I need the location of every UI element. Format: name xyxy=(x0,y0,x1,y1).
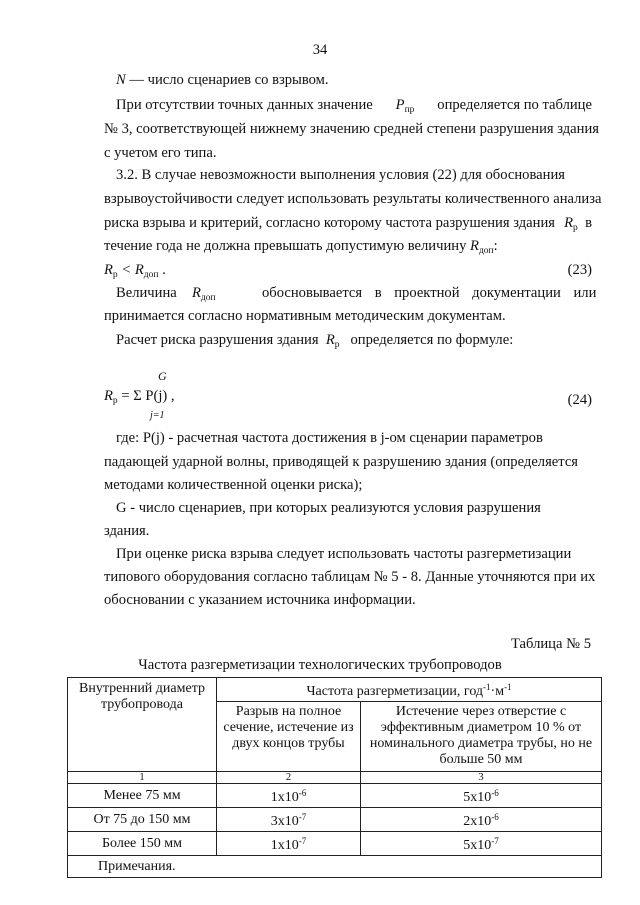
eq23-operator: < xyxy=(117,262,135,278)
row-full-rupture-value xyxy=(217,832,361,856)
value-exponent: -6 xyxy=(491,788,499,798)
eq24-r-sub: р xyxy=(112,396,118,406)
value-mantissa: 1x10 xyxy=(270,790,299,805)
row-hole-leak-value xyxy=(361,784,602,808)
value-exponent: -7 xyxy=(298,812,307,822)
p2-r-sub: р xyxy=(573,223,578,233)
p3-text-b: обосновывается в проектной документации или xyxy=(262,285,597,301)
header-frequency-sup1: -1 xyxy=(483,682,491,692)
value-mantissa: 2x10 xyxy=(463,814,492,829)
value-exponent: -7 xyxy=(298,836,307,846)
eq23-rdop-sub: доп xyxy=(143,270,159,280)
p1-text-b: определяется по таблице xyxy=(437,97,592,113)
value-exponent: -7 xyxy=(491,836,499,846)
value-mantissa: 5x10 xyxy=(463,838,492,853)
p1-line2: № 3, соответствующей нижнему значению средней степени разрушения здания xyxy=(104,121,599,137)
header-hole-leak: Истечение через отверстие с эффективным диаметром 10 % от номинального диаметра трубы, но не больше 50 мм xyxy=(361,702,602,772)
p7-line3: обосновании с указанием источника информации. xyxy=(104,592,416,608)
p3-rdop-sub: доп xyxy=(200,293,216,303)
row-full-rupture-value xyxy=(217,808,361,832)
p5-line2: падающей ударной волны, приводящей к разрушению здания (определяется xyxy=(104,454,579,470)
n-definition xyxy=(116,72,329,89)
value-exponent: -6 xyxy=(298,788,307,798)
n-definition-text: — число сценариев со взрывом. xyxy=(129,72,329,88)
eq24-lower-limit: j=1 xyxy=(150,410,165,421)
p2-line3-tail: в xyxy=(585,215,592,231)
table-row xyxy=(68,808,602,832)
eq24-body: = Σ P(j) , xyxy=(117,388,175,404)
p2-r-symbol xyxy=(564,215,592,233)
row-hole-leak-value xyxy=(361,808,602,832)
p2-line1: 3.2. В случае невозможности выполнения условия (22) для обоснования xyxy=(116,167,565,183)
table-row xyxy=(68,832,602,856)
equation-24-number: (24) xyxy=(567,392,592,408)
p1-p-sub: пр xyxy=(404,105,415,115)
n-variable: N xyxy=(116,72,126,88)
table-notes: Примечания. xyxy=(68,856,602,878)
equation-23 xyxy=(104,262,166,280)
p2-r-var: R xyxy=(564,215,574,231)
p7-line1: При оценке риска взрыва следует использовать частоты разгерметизации xyxy=(116,546,572,562)
row-full-rupture-value xyxy=(217,784,361,808)
eq23-r-sub: р xyxy=(112,270,118,280)
p2-line4-text: течение года не должна превышать допустимую величину xyxy=(104,238,467,254)
eq23-r-var: R xyxy=(104,262,113,278)
p4-line xyxy=(116,332,513,350)
p4-r-var: R xyxy=(325,332,335,348)
p2-line2: взрывоустойчивости следует использовать результаты количественного анализа xyxy=(104,191,602,207)
value-exponent: -6 xyxy=(491,812,499,822)
p1-text-a: При отсутствии точных данных значение xyxy=(116,97,373,113)
p5-line3: методами количественной оценки риска); xyxy=(104,477,363,493)
column-number-3: 3 xyxy=(361,772,602,784)
eq23-rdop-var: R xyxy=(134,262,144,278)
p3-rdop-symbol xyxy=(192,285,216,303)
p4-r-sub: р xyxy=(334,340,340,350)
p6-line1: G - число сценариев, при которых реализуются условия разрушения xyxy=(116,500,541,516)
equation-24 xyxy=(104,388,175,406)
p7-line2: типового оборудования согласно таблицам № 5 - 8. Данные уточняются при их xyxy=(104,569,596,585)
eq23-tail: . xyxy=(158,262,166,278)
row-diameter: Более 150 мм xyxy=(68,832,217,856)
equation-23-number: (23) xyxy=(567,262,592,278)
row-hole-leak-value xyxy=(361,832,602,856)
header-frequency-group xyxy=(217,678,602,702)
p2-line3 xyxy=(104,215,592,233)
header-frequency-sup2: -1 xyxy=(504,682,512,692)
p1-p-symbol xyxy=(396,97,415,115)
column-number-1: 1 xyxy=(68,772,217,784)
header-frequency-unit: ·м xyxy=(490,684,505,699)
value-mantissa: 1x10 xyxy=(270,838,299,853)
p3-rdop-var: R xyxy=(192,285,201,301)
p5-line1: где: P(j) - расчетная частота достижения в j-ом сценарии параметров xyxy=(116,430,543,446)
table-title: Частота разгерметизации технологических трубопроводов xyxy=(138,657,502,673)
p3-text-a: Величина xyxy=(116,285,177,301)
p4-text-a: Расчет риска разрушения здания xyxy=(116,332,319,348)
p2-line4: течение года не должна превышать допустимую величину $R_{доп}$: xyxy=(104,238,498,256)
page-number: 34 xyxy=(312,42,328,58)
eq24-upper-limit: G xyxy=(158,369,167,383)
p1-p-var: P xyxy=(395,97,405,113)
p4-text-b: определяется по формуле: xyxy=(350,332,514,348)
value-mantissa: 5x10 xyxy=(463,790,492,805)
row-diameter: От 75 до 150 мм xyxy=(68,808,217,832)
column-number-2: 2 xyxy=(217,772,361,784)
eq24-r-var: R xyxy=(104,388,113,404)
header-full-rupture: Разрыв на полное сечение, истечение из двух концов трубы xyxy=(217,702,361,772)
p2-rdop-var: R xyxy=(470,238,479,254)
p3-line1 xyxy=(116,285,177,302)
table-row xyxy=(68,784,602,808)
table-label: Таблица № 5 xyxy=(511,636,591,652)
header-diameter: Внутренний диаметр трубопровода xyxy=(68,678,217,772)
p1-line1 xyxy=(116,97,592,115)
header-frequency-text: Частота разгерметизации, год xyxy=(306,684,484,699)
frequency-table xyxy=(67,677,602,878)
row-diameter: Менее 75 мм xyxy=(68,784,217,808)
p2-rdop-sub: доп xyxy=(478,246,494,256)
p6-line2: здания. xyxy=(104,523,150,539)
p1-line3: с учетом его типа. xyxy=(104,145,217,161)
p3-line2: принимается согласно нормативным методическим документам. xyxy=(104,308,506,324)
value-mantissa: 3x10 xyxy=(270,814,299,829)
p2-line3-text: риска взрыва и критерий, согласно которому частота разрушения здания xyxy=(104,215,555,231)
